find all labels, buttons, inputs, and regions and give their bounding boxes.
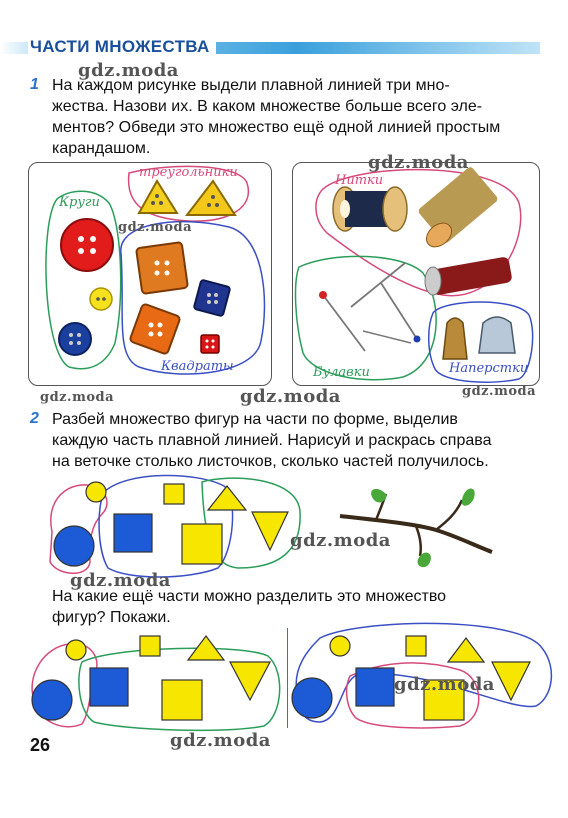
gold-thimble (443, 318, 467, 359)
big-blue-square (356, 668, 394, 706)
label-pins: Булавки (313, 365, 370, 380)
squares-outline (121, 222, 265, 374)
blue-square-button (194, 280, 231, 317)
small-yellow-square (164, 484, 184, 504)
label-thimbles: Наперстки (449, 361, 529, 376)
page-number: 26 (30, 735, 51, 755)
task-1-text (52, 75, 538, 159)
task-1-line: карандашом. (52, 140, 151, 157)
small-yellow-circle (330, 636, 350, 656)
pins-outline (296, 256, 437, 379)
big-blue-square (90, 668, 128, 706)
big-yellow-triangle (252, 512, 288, 550)
task-1-line: На каждом рисунке выдели плавной линией три мно- (52, 77, 450, 94)
big-blue-circle (32, 680, 72, 720)
branch-illustration (336, 480, 496, 570)
watermark: gdz.moda (290, 530, 391, 551)
task-1-line: жества. Назови их. В каком множестве больше всего эле- (52, 98, 483, 115)
task-2-text (52, 409, 538, 472)
watermark: gdz.moda (462, 384, 537, 399)
watermark: gdz.moda (118, 220, 193, 235)
buttons-panel (28, 162, 272, 386)
task-1-line: ментов? Обведи это множество ещё одной линией простым (52, 119, 501, 136)
triangle-button-2 (187, 181, 235, 215)
pin-4 (363, 331, 411, 343)
shapes-set-left (24, 626, 284, 730)
task-2-line: на веточке столько листочков, сколько частей получилось. (52, 453, 489, 470)
leaf-1 (371, 489, 386, 503)
small-yellow-square (406, 636, 426, 656)
task-1-number: 1 (30, 76, 39, 93)
question-line: фигур? Покажи. (52, 609, 171, 626)
watermark: gdz.moda (240, 386, 341, 407)
pin-1 (323, 295, 365, 351)
big-yellow-square (162, 680, 202, 720)
small-yellow-circle (86, 482, 106, 502)
small-yellow-square (140, 636, 160, 656)
sewing-panel (292, 162, 540, 386)
task-2-number: 2 (30, 410, 39, 427)
orange-square-button-1 (136, 242, 188, 294)
watermark: gdz.moda (170, 730, 271, 751)
task-2-line: Разбей множество фигур на части по форме, выделив (52, 411, 458, 428)
silver-thimble (479, 317, 515, 353)
pin-3 (381, 283, 417, 339)
big-yellow-triangle (492, 662, 530, 700)
label-threads: Нитки (335, 173, 384, 188)
orange-square-button-2 (129, 303, 180, 354)
shapes-set-task2 (38, 472, 338, 582)
small-yellow-circle (66, 640, 86, 660)
red-square-button (201, 335, 219, 353)
leaf-2 (462, 488, 475, 505)
label-circles: Круги (59, 195, 100, 210)
watermark: gdz.moda (368, 152, 469, 173)
label-squares: Квадраты (161, 359, 234, 374)
page-title: ЧАСТИ МНОЖЕСТВА (28, 37, 216, 57)
red-thread-spool (429, 256, 512, 295)
big-blue-square (114, 514, 152, 552)
question-line: На какие ещё части можно разделить это множество (52, 588, 447, 605)
yellow-button (90, 288, 112, 310)
blue-button (59, 323, 91, 355)
divider-line (287, 628, 288, 728)
sewing-illustration (293, 163, 539, 385)
task-2-line: каждую часть плавной линией. Нарисуй и раскрась справа (52, 432, 492, 449)
watermark: gdz.moda (70, 570, 171, 591)
small-yellow-triangle (448, 638, 484, 662)
big-blue-circle (292, 678, 332, 718)
red-button (61, 219, 113, 271)
watermark: gdz.moda (78, 60, 179, 81)
big-yellow-square (182, 524, 222, 564)
label-triangles: треугольники (139, 165, 238, 180)
big-yellow-triangle (230, 662, 270, 700)
watermark: gdz.moda (40, 390, 115, 405)
small-yellow-triangle (208, 486, 246, 510)
pin-2 (351, 263, 405, 307)
big-blue-circle (54, 526, 94, 566)
watermark: gdz.moda (394, 674, 495, 695)
